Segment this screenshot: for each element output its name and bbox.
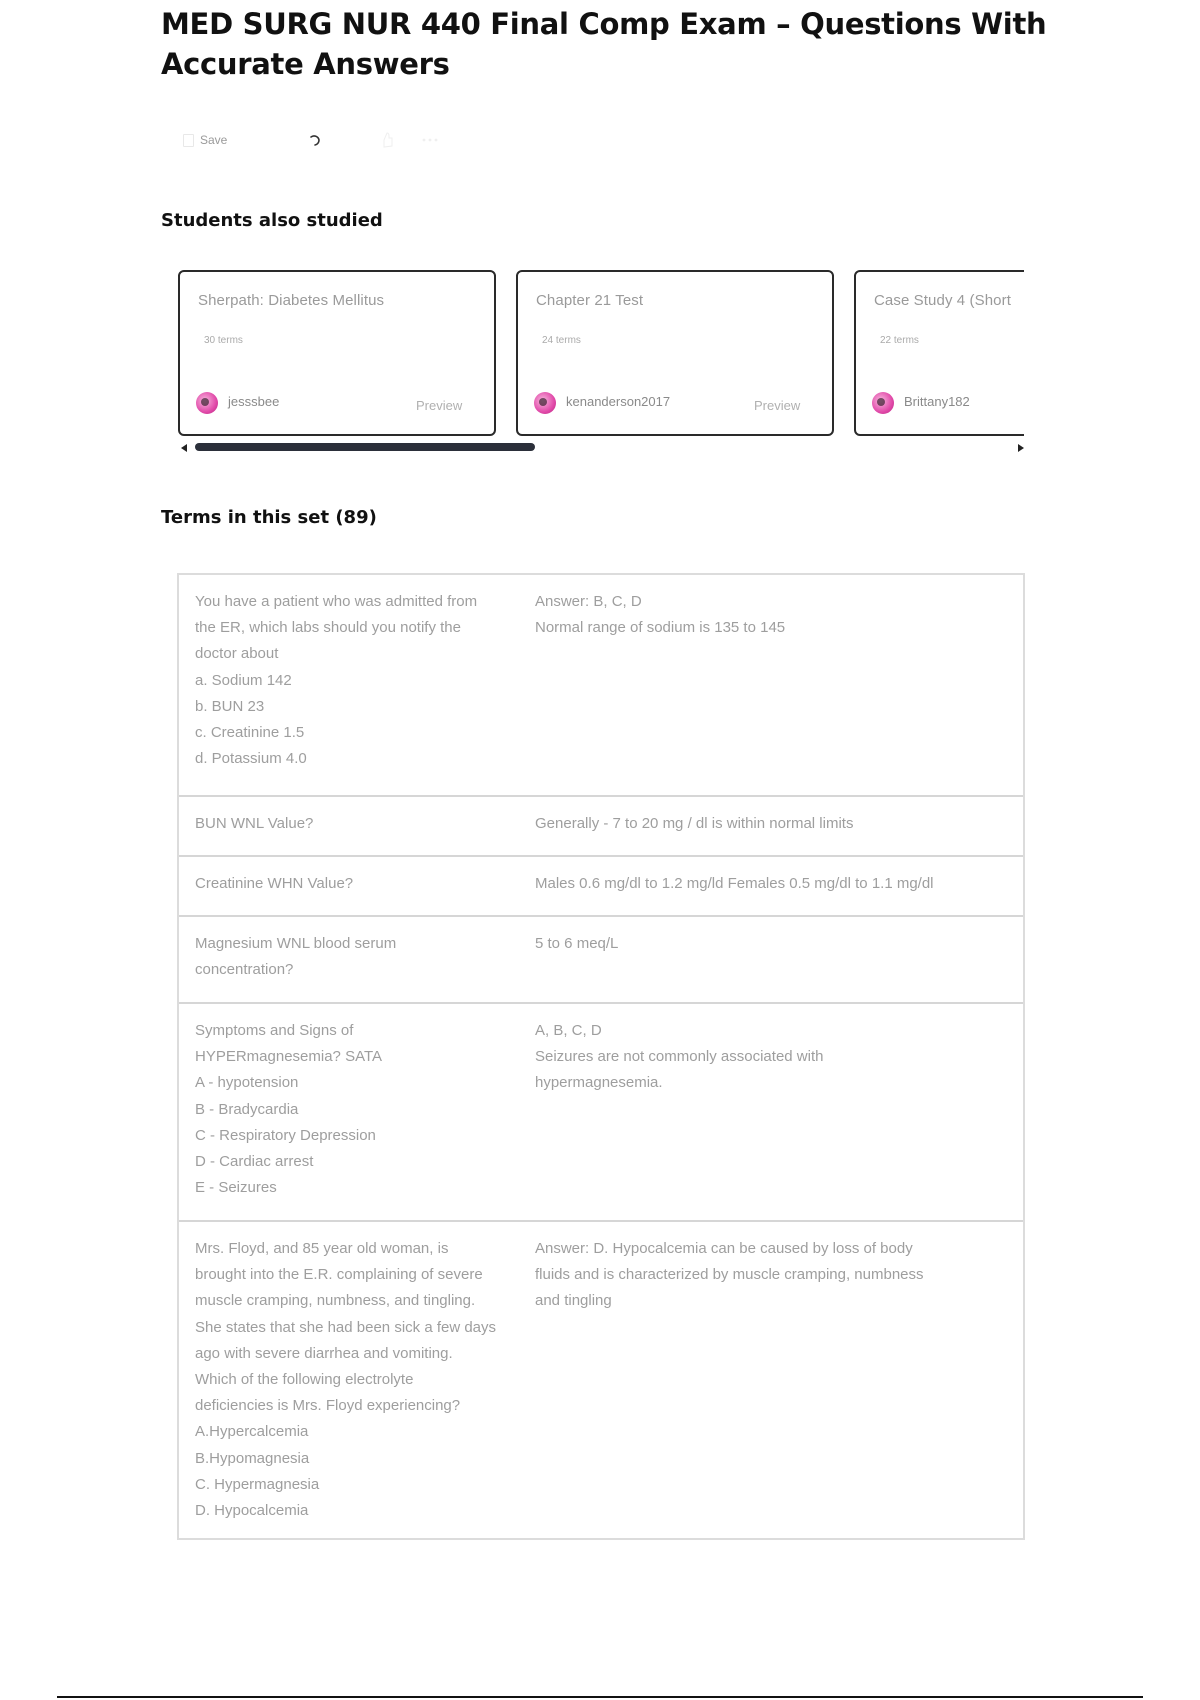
term-row — [179, 1002, 1023, 1220]
avatar — [872, 392, 894, 414]
term-text: You have a patient who was admitted from the ER, which labs should you notify the doctor about a. Sodium 142 b. BUN 23 c. Creatinine 1.5 d. Potassium 4.0 — [195, 593, 478, 768]
card-username[interactable]: jesssbee — [228, 394, 280, 409]
card-term-count: 30 terms — [204, 335, 243, 346]
save-button[interactable] — [183, 133, 227, 147]
scrollbar-thumb[interactable] — [195, 443, 535, 451]
avatar — [196, 392, 218, 414]
term-text: Creatinine WHN Value? — [195, 875, 354, 892]
card-username[interactable]: Brittany182 — [904, 394, 970, 409]
save-label: Save — [200, 133, 228, 147]
term-row — [179, 915, 1023, 1002]
more-options-icon[interactable] — [421, 135, 439, 145]
scroll-right-arrow-icon[interactable] — [1018, 444, 1024, 452]
card-term-count: 24 terms — [542, 335, 581, 346]
definition-text: Answer: D. Hypocalcemia can be caused by loss of body fluids and is characterized by muscle cramping, numbness and tingling — [535, 1240, 924, 1310]
avatar — [534, 392, 556, 414]
term-row — [179, 1220, 1023, 1538]
related-set-card[interactable] — [178, 270, 496, 436]
page-divider — [57, 1696, 1143, 1698]
thumbs-up-icon[interactable] — [381, 132, 393, 148]
card-title: Sherpath: Diabetes Mellitus — [198, 292, 385, 309]
preview-button[interactable]: Preview — [416, 398, 463, 413]
definition-text: Generally - 7 to 20 mg / dl is within normal limits — [535, 815, 854, 832]
terms-table — [177, 573, 1025, 1540]
term-text: BUN WNL Value? — [195, 815, 314, 832]
page-title: MED SURG NUR 440 Final Comp Exam – Questions With Accurate Answers — [161, 7, 1047, 81]
students-also-studied-heading: Students also studied — [161, 210, 383, 231]
definition-text: Answer: B, C, D Normal range of sodium is 135 to 145 — [535, 593, 786, 637]
term-row — [179, 575, 1023, 795]
related-set-card[interactable] — [854, 270, 1024, 436]
card-username[interactable]: kenanderson2017 — [566, 394, 671, 409]
term-row — [179, 795, 1023, 855]
bookmark-icon — [183, 134, 194, 147]
preview-button[interactable]: Preview — [754, 398, 801, 413]
definition-text: A, B, C, D Seizures are not commonly associated with hypermagnesemia. — [535, 1022, 824, 1092]
term-text: Magnesium WNL blood serum concentration? — [195, 935, 397, 979]
scroll-left-arrow-icon[interactable] — [181, 444, 187, 452]
terms-in-set-heading: Terms in this set (89) — [161, 507, 377, 528]
related-sets-carousel[interactable] — [176, 270, 1024, 440]
related-set-card[interactable] — [516, 270, 834, 436]
card-title: Chapter 21 Test — [536, 292, 644, 309]
definition-text: 5 to 6 meq/L — [535, 935, 619, 952]
term-text: Symptoms and Signs of HYPERmagnesemia? SATA A - hypotension B - Bradycardia C - Respiratory Depression D - Cardiac arrest E - Seizures — [195, 1022, 383, 1197]
term-text: Mrs. Floyd, and 85 year old woman, is brought into the E.R. complaining of severe muscle cramping, numbness, and tingling. She states that she had been sick a few days ago with severe diarrhea and vomiting. Which of the following electrolyte deficiencies is Mrs. Floyd experiencing? A.Hypercalcemia B.Hypomagnesia C. Hypermagnesia D. Hypocalcemia — [195, 1240, 497, 1520]
card-title: Case Study 4 (Short — [874, 292, 1011, 309]
term-row — [179, 855, 1023, 915]
carousel-scrollbar[interactable] — [176, 443, 1024, 453]
loading-spinner-icon — [309, 134, 321, 146]
card-term-count: 22 terms — [880, 335, 919, 346]
definition-text: Males 0.6 mg/dl to 1.2 mg/ld Females 0.5 mg/dl to 1.1 mg/dl — [535, 875, 934, 892]
action-toolbar — [183, 128, 439, 152]
